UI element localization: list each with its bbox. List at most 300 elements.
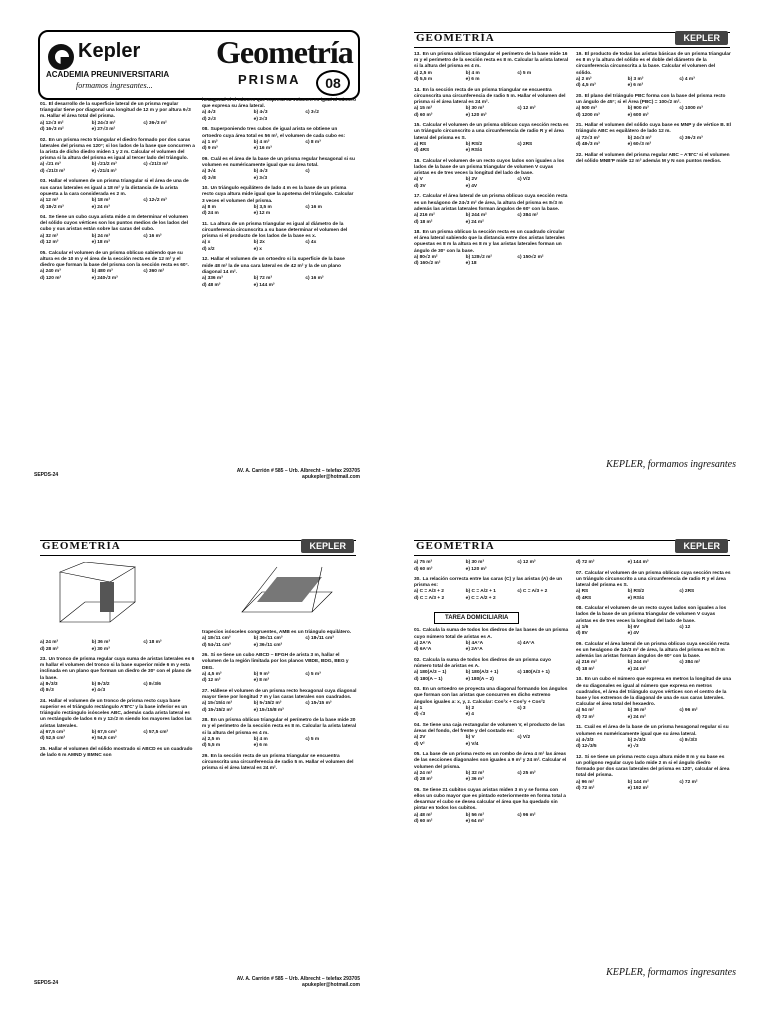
answer-option: c) V/2 <box>517 177 531 183</box>
answer-option: d) 160√2 m² <box>414 261 441 267</box>
answer-option: c) √21/3 m³ <box>143 162 169 168</box>
problem-item <box>40 747 195 759</box>
answer-options <box>40 234 195 247</box>
answer-option: b) 9 m³ <box>253 671 270 677</box>
answer-option <box>517 596 569 603</box>
answer-option <box>305 283 357 290</box>
answer-option: a) 15 m³ <box>414 106 433 112</box>
problem-number: 03. <box>40 179 47 185</box>
band-logo: KEPLER <box>301 539 354 553</box>
answer-option <box>679 715 731 722</box>
document-title: Geometría <box>216 34 353 70</box>
answer-option: e) 15√15/8 m³ <box>253 707 284 713</box>
problem-text <box>414 159 569 178</box>
answer-option <box>143 205 195 212</box>
answer-option <box>679 631 731 638</box>
answer-options <box>576 780 731 793</box>
column-left <box>414 560 569 830</box>
answer-options <box>576 708 731 721</box>
problem-number: 05. <box>40 250 47 256</box>
answer-options <box>40 730 195 743</box>
topic-number-badge: 08 <box>316 70 350 96</box>
answer-option <box>679 560 731 567</box>
problem-text <box>202 257 357 276</box>
answer-option <box>305 247 357 254</box>
problem-number: 12. <box>202 257 209 263</box>
column-right <box>576 560 731 797</box>
answer-options <box>202 110 357 123</box>
answer-option: c) 18√11 cm³ <box>305 636 334 642</box>
problem-number: 15. <box>414 123 421 129</box>
problem-number: 03. <box>414 687 421 693</box>
answer-option: d) 6A°A <box>414 647 432 653</box>
answer-option: b) 8√3/2 <box>91 681 110 687</box>
answer-option: a) 18√11 cm³ <box>202 636 231 642</box>
answer-option: b) 4 m <box>465 70 480 76</box>
problem-statement: Si se tiene un cubo ABCD – EFGH de arista 3 m, hallar el volumen de la región limitada por los planos VBDE, BDG, BEG y DEG. <box>202 653 349 671</box>
answer-option <box>143 127 195 134</box>
answer-option <box>517 220 569 227</box>
answer-option: a) 12 m³ <box>40 198 59 204</box>
problem-text <box>414 52 569 71</box>
problem-text <box>40 102 195 121</box>
answer-option: c) 8√3/3 <box>679 737 697 743</box>
answer-option <box>143 647 195 654</box>
answer-option: c) 16 m³ <box>143 233 162 239</box>
answer-option: e) 180(A − 2) <box>465 676 494 682</box>
answer-option: e) 18 <box>465 261 477 267</box>
column-right <box>576 52 731 169</box>
answer-option: a) 72√3 m³ <box>576 135 600 141</box>
answer-option: e) 192 m² <box>627 786 649 792</box>
problem-number: 09. <box>202 156 209 162</box>
answer-option: b) 56 m² <box>465 812 485 818</box>
problem-statement: Se tiene un cubo cuya arista mide 4 m determinar el volumen del sólido cuyos vértices son los puntos medios de los lados del cubo y sus aristas están sobre las caras del cubo. <box>40 215 189 233</box>
answer-option: c) 8√3/6 <box>143 681 161 687</box>
problem-statement: Hallar el volumen del sólido cuya base es MNP y de vértice B. El triángulo ABC es equilátero de lado 12 m. <box>576 123 731 135</box>
problem-text <box>576 606 731 625</box>
problem-number: 07. <box>576 570 583 576</box>
answer-option: d) 48 m³ <box>202 282 221 288</box>
problem-text <box>202 718 357 737</box>
problem-text <box>40 138 195 163</box>
problem-item <box>414 752 569 784</box>
answer-option <box>517 819 569 826</box>
problem-number: 17. <box>414 194 421 200</box>
footer-address: AV. A. Carrión # 585 – Urb. Albrecht – telefax 293705 apukepler@hotmail.com <box>236 976 360 988</box>
answer-option: d) 12 m³ <box>40 240 59 246</box>
answer-options <box>202 169 357 182</box>
problem-item <box>202 653 357 685</box>
answer-option: a) 24 m³ <box>414 770 433 776</box>
answer-option: e) 144 m³ <box>253 282 275 288</box>
answer-option: e) 36√11 cm³ <box>253 642 283 648</box>
answer-option: c) 5 m <box>305 736 320 742</box>
answer-option: d) 48√3 m³ <box>576 142 600 148</box>
answer-option: d) 5,5 m <box>414 77 433 83</box>
answer-option: d) C = A/3 + 2 <box>414 595 445 601</box>
answer-option: d) 28 m³ <box>414 777 433 783</box>
answer-option: c) 25 m³ <box>517 770 536 776</box>
problem-item <box>414 230 569 268</box>
problem-number: 29. <box>202 753 209 759</box>
answer-option: d) 1200 m³ <box>576 112 600 118</box>
problem-statement: Calcular el volumen de un recto cuyos lados son iguales a los lados de la base de un prisma triangular de volumen V cuyas aristas es de tres veces la longitud del lado de base. <box>414 158 565 177</box>
answer-option: e) 24 m² <box>627 666 646 672</box>
problem-number: 10. <box>576 677 583 683</box>
answer-options <box>414 177 569 190</box>
answer-option: e) 6 m <box>465 77 480 83</box>
column-left <box>40 102 195 286</box>
problem-text <box>576 153 731 165</box>
problem-statement: Calcular el área lateral de un prisma oblicuo cuya sección recta es un hexágono de 24√3 m² de área, la altura del prisma es 8√3 m además las aristas forman ángulos de 60° con la base. <box>576 641 730 660</box>
problem-statement: Calcular el volumen de un prisma oblicuo cuya sección recta es un triángulo circunscrito a una circunferencia de radio R y el área lateral del prisma es S. <box>576 570 731 588</box>
answer-option: e) 2√3 <box>253 116 268 122</box>
problem-item <box>576 725 731 750</box>
answer-option: c) 360 m³ <box>143 269 165 275</box>
problem-item <box>202 630 357 649</box>
answer-option <box>305 708 357 715</box>
problem-item <box>414 194 569 226</box>
problem-item <box>40 640 195 653</box>
band-title: GEOMETRÍA <box>42 540 121 552</box>
band-logo: KEPLER <box>675 31 728 45</box>
answer-option: e) 6 m³ <box>627 83 644 89</box>
answer-option: b) 2V <box>465 177 478 183</box>
footer-code: SEPDS-24 <box>34 980 59 986</box>
answer-option: c) 3√2 <box>305 110 319 116</box>
problem-number: 19. <box>576 52 583 57</box>
answer-options <box>576 136 731 149</box>
answer-option: e) √21/4 m³ <box>91 168 117 174</box>
answer-option: a) 1 <box>414 705 423 711</box>
problem-statement: Hallar el volumen de un tronco de prisma recto cuya base superior es el triángulo rectángulo A'B'C' y la base inferior es un triángulo rectángulo isósceles ABC, además cada arista lateral es un rectángulo de lados 6 m y 12√2 m siendo los mayores lados las aristas laterales. <box>40 698 192 729</box>
answer-option: d) 120 m³ <box>40 275 62 281</box>
answer-option: a) 8 m <box>202 204 216 210</box>
answer-option <box>517 148 569 155</box>
answer-options <box>202 636 357 649</box>
answer-option: a) 48 m² <box>414 812 433 818</box>
answer-option <box>679 83 731 90</box>
answer-option: b) 4√3 <box>253 110 268 116</box>
problem-number: 26. <box>202 653 209 659</box>
problem-item <box>414 560 569 573</box>
answer-option: b) C = A/2 + 1 <box>465 589 496 595</box>
answer-option <box>143 169 195 176</box>
answer-option <box>305 643 357 650</box>
answer-option: c) 12 m³ <box>517 106 536 112</box>
answer-option: a) 24 m³ <box>40 640 59 645</box>
problem-statement: En un cubo el número que expresa en metros la longitud de una de su diagonales es igual al número que expresa en metros cuadrados, el área del triángulo cuyos vértices son el centro de la base y los extremos de la diagonal de una de sus caras laterales. Calcular el área total del hexaedro. <box>576 677 732 708</box>
answer-option <box>305 117 357 124</box>
answer-option: c) 96 m² <box>517 812 536 818</box>
answer-options <box>414 106 569 119</box>
problem-item <box>202 98 357 123</box>
answer-option: a) x <box>202 240 211 246</box>
brand-name: Kepler <box>78 40 141 62</box>
answer-option: b) 900 m³ <box>627 106 649 112</box>
answer-options <box>414 255 569 268</box>
answer-option: a) 15√15/4 m³ <box>202 701 233 707</box>
problem-statement: Superponiendo tres cubos de igual arista se obtiene un ortoedro cuya área total es 56 m², el volumen de cada cubo es: <box>202 127 346 139</box>
answer-option: c) 16 m³ <box>305 276 324 282</box>
page-2 <box>404 22 740 490</box>
problem-item <box>40 138 195 176</box>
answer-option: b) 480 m³ <box>91 269 113 275</box>
answer-options <box>414 71 569 84</box>
problem-statement: En un ortoedro se proyecta una diagonal formando los ángulos que forman con las aristas que concurren en dicho extremo ángulos iguales a: x, y, z. Calcular: Cos²x + Cos²y + Cos²z <box>414 687 568 705</box>
problem-text <box>202 653 357 672</box>
answer-option: b) 4√3 <box>253 169 268 175</box>
answer-option: e) 27√3 m² <box>91 127 116 133</box>
problem-item <box>414 788 569 826</box>
problem-text <box>414 658 569 670</box>
problem-item <box>414 687 569 719</box>
answer-option: c) 12√2 m³ <box>143 198 167 204</box>
problem-text <box>576 571 731 590</box>
problem-item <box>40 215 195 247</box>
problem-number: 12. <box>576 754 583 760</box>
problem-number: 21. <box>576 123 583 129</box>
problem-item <box>202 127 357 152</box>
page-band <box>40 540 356 556</box>
page-3 <box>30 530 366 998</box>
answer-options <box>414 213 569 226</box>
problem-item <box>576 560 731 567</box>
problem-text <box>576 52 731 77</box>
brand-subtitle: ACADEMIA PREUNIVERSITARIA <box>46 70 170 79</box>
answer-option: a) RS <box>576 589 589 595</box>
answer-option: e) 18 m³ <box>91 240 110 246</box>
problem-statement: En un prisma oblicuo la sección recta es un cuadrado circular el área lateral sabiendo que la distancia entre dos aristas laterales opuestas es 8 m la altura es 8 m y las aristas laterales forman un ángulo de 30° con la base. <box>414 230 565 254</box>
problem-text <box>40 251 195 270</box>
problem-item <box>576 755 731 793</box>
answer-option <box>679 142 731 149</box>
problem-number: 05. <box>414 752 421 758</box>
figure-trunk-prism <box>40 562 190 632</box>
answer-option <box>143 276 195 283</box>
problem-number: 20. <box>576 93 583 99</box>
answer-options <box>576 560 731 567</box>
problem-item <box>576 153 731 165</box>
problem-statement: Hallar el volumen de un prisma triangular si el área de una de sus caras laterales es igual a 18 m² y la distancia de la arista opuesta a la cara considerada es 2 m. <box>40 179 189 197</box>
answer-options <box>576 660 731 673</box>
answer-option: a) 67,5 cm³ <box>40 729 65 735</box>
footer-address: AV. A. Carrión # 585 – Urb. Albrecht – telefax 293705 apukepler@hotmail.com <box>236 468 360 480</box>
problem-item <box>414 88 569 120</box>
answer-option <box>305 743 357 750</box>
problem-text <box>40 215 195 234</box>
problem-text <box>202 689 357 701</box>
problem-statement: En un prisma recto triangular el diedro formado por dos caras laterales del prisma es 120°; si los lados de la base que concurren a la arista de dicho diedro miden 1 y 2 m. Calcular el volumen del prisma si la altura del prisma es igual al tercer lado del triángulo. <box>40 137 195 162</box>
problem-number: 02. <box>414 657 421 663</box>
answer-option: e) 3√3 <box>253 175 268 181</box>
problem-text <box>202 127 357 139</box>
answer-option: e) RS/4 <box>465 148 482 154</box>
answer-option: e) RS/4 <box>627 595 644 601</box>
answer-option: d) 54√11 cm³ <box>202 642 231 648</box>
column-left <box>40 560 195 763</box>
problem-text <box>202 186 357 205</box>
answer-option: c) 384 m² <box>679 660 701 666</box>
answer-option <box>517 712 569 719</box>
problem-statement: En un prisma oblicuo triangular el perímetro de la base mide 16 m y el perímetro de la sección recta es 8 m. Calcular la arista lateral si la altura del prisma es 4 m. <box>414 52 569 70</box>
answer-options <box>576 106 731 119</box>
answer-option: d) 72 m² <box>576 714 595 720</box>
problem-item <box>40 179 195 211</box>
problem-text <box>414 123 569 142</box>
problem-item <box>414 52 569 84</box>
answer-option: e) 36 m³ <box>465 777 484 783</box>
answer-option: c) 15√15 m³ <box>305 701 332 707</box>
problem-item <box>576 52 731 90</box>
answer-options <box>414 706 569 719</box>
answer-option: c) 5 m³ <box>305 671 321 677</box>
problem-item <box>40 251 195 283</box>
answer-option: d) 12 m³ <box>202 678 221 684</box>
answer-option <box>305 678 357 685</box>
answer-option: c) 18 m³ <box>143 640 162 645</box>
column-left <box>414 52 569 272</box>
answer-option: b) 244 m² <box>465 213 487 219</box>
answer-options <box>202 737 357 750</box>
problem-item <box>202 754 357 773</box>
page-band <box>414 540 730 556</box>
answer-option: b) 5√15/2 m³ <box>253 701 282 707</box>
answer-options <box>202 276 357 289</box>
column-right <box>202 560 357 776</box>
problem-number: 13. <box>414 52 421 57</box>
answer-option: d) 18 m² <box>576 666 595 672</box>
answer-options <box>202 205 357 218</box>
answer-option: e) √3 <box>627 744 639 750</box>
answer-option: a) 2,5 m <box>202 736 220 742</box>
answer-options <box>202 140 357 153</box>
answer-option: d) 5,5 m <box>202 743 221 749</box>
problem-text <box>414 628 569 640</box>
answer-option: d) √3 <box>414 712 426 718</box>
answer-option: a) 216 m² <box>576 660 597 666</box>
problem-number: 24. <box>40 698 47 704</box>
problem-statement: El producto de todas las aristas básicas de un prisma triangular es 8 m y la altura del sólido es el doble del diámetro de la circunferencia circunscrita a la base. Calcular el volumen del sólido. <box>576 52 731 76</box>
answer-option: a) C = A/3 + 2 <box>414 589 444 595</box>
problem-item <box>414 123 569 155</box>
answer-option <box>679 744 731 751</box>
problem-text <box>40 699 195 730</box>
kepler-logo-icon <box>48 44 74 70</box>
problem-number: 28. <box>202 718 209 724</box>
answer-options <box>414 142 569 155</box>
answer-option: c) 8 m³ <box>305 139 321 145</box>
answer-option: b) 3 m³ <box>627 76 644 82</box>
answer-option: c) 2RS <box>679 589 695 595</box>
answer-option: d) 4RS <box>414 148 430 154</box>
problem-text <box>414 88 569 107</box>
answer-option: d) 3√8 <box>202 175 216 181</box>
answer-option: d) V² <box>414 741 425 747</box>
answer-option: c) 4x <box>305 240 317 246</box>
problem-text <box>576 725 731 737</box>
topic-title: PRISMA <box>238 72 301 87</box>
answer-option <box>517 113 569 120</box>
answer-option: d) 72 m² <box>576 786 595 792</box>
problem-text <box>414 723 569 735</box>
problem-statement: Un tronco de prisma regular cuya suma de aristas laterales es 6 m hallar el volumen del tronco si la base superior mide 6 m y esta inclinada en un plano que forman un diedro de 30° con el plano de la base. <box>40 657 195 681</box>
page-4 <box>404 530 740 998</box>
problem-item <box>202 186 357 218</box>
answer-options <box>576 625 731 638</box>
answer-option: c) 2RS <box>517 141 533 147</box>
problem-text <box>576 677 731 708</box>
answer-option: c) 72 m² <box>679 779 698 785</box>
answer-option: a) 4√3/3 <box>576 737 594 743</box>
problem-statement: Se tiene una caja rectangular de volumen V, el producto de las áreas del fondo, del frente y del costado es: <box>414 722 565 735</box>
problem-text <box>576 755 731 780</box>
problem-text <box>202 222 357 241</box>
answer-option: d) 18 m² <box>414 219 433 225</box>
answer-option <box>517 261 569 268</box>
answer-option: a) 240 m³ <box>40 269 61 275</box>
answer-option: e) 64 m² <box>465 819 484 825</box>
problem-text <box>202 754 357 773</box>
answer-option: a) 1/6 <box>576 624 589 630</box>
answer-option: a) 80√2 m² <box>414 254 438 260</box>
answer-option: a) 336 m³ <box>202 276 223 282</box>
answer-option: b) 36 m² <box>627 708 647 714</box>
answer-options <box>576 738 731 751</box>
answer-option: b) RS/2 <box>465 141 483 147</box>
answer-option: c) 12 m³ <box>517 560 536 565</box>
problem-text <box>40 179 195 198</box>
problem-statement: Cuál es el área de la base de un prisma regular hexagonal si su volumen es numéricamente igual que su área total. <box>202 156 355 169</box>
problem-statement: Cuál es el área de la base de un prisma hexagonal regular si su volumen es numéricamente igual que su área lateral. <box>576 725 729 737</box>
answer-option <box>679 786 731 793</box>
answer-option: e) x <box>253 246 262 252</box>
problem-text <box>576 123 731 135</box>
answer-option: a) 3√4 <box>202 169 216 175</box>
problem-number: 14. <box>414 87 421 93</box>
answer-option <box>517 677 569 684</box>
problem-statement: Calcular el volumen de un prisma oblicuo sabiendo que su altura es de 10 m y el área de la sección recta es de 12 m² y el diedro que forman la base del prisma con la sección recta es 60°. <box>40 250 189 269</box>
answer-option: b) 36 m³ <box>91 640 111 645</box>
answer-option: d) 4,5 m³ <box>576 83 596 89</box>
answer-option: b) RS/2 <box>627 589 645 595</box>
answer-option: e) 6 m <box>253 743 268 749</box>
answer-option: a) 4√3 <box>202 110 216 116</box>
problem-item <box>576 677 731 721</box>
answer-option: e) 24 m³ <box>91 204 110 210</box>
answer-option: b) 24 m³ <box>91 233 111 239</box>
answer-option: c) V/2 <box>517 735 531 741</box>
answer-option: b) 128√2 m² <box>465 254 493 260</box>
answer-option: a) 54 m² <box>576 708 595 714</box>
answer-option: a) 75 m³ <box>414 560 433 565</box>
answer-option: a) 216 m² <box>414 213 435 219</box>
answer-option: b) 180(A/3 + 1) <box>465 670 499 676</box>
answer-option: b) 3,5 m <box>253 204 272 210</box>
answer-option: e) 24 m² <box>465 219 484 225</box>
answer-options <box>202 701 357 714</box>
answer-options <box>40 682 195 695</box>
problem-item <box>40 657 195 695</box>
answer-option: b) 2x <box>253 240 265 246</box>
answer-option: a) 32 m³ <box>40 233 59 239</box>
answer-option: a) 180(A/3 − 1) <box>414 670 447 676</box>
answer-option: c) 384 m² <box>517 213 539 219</box>
problem-statement: Un triángulo equilátero de lado 4 m es la base de un prisma recto cuya altura mide igual que la apotema del triángulo. Calcular 3 veces el volumen del prisma. <box>202 186 354 204</box>
problem-text <box>40 747 195 759</box>
answer-option: e) 30 m³ <box>91 646 110 652</box>
